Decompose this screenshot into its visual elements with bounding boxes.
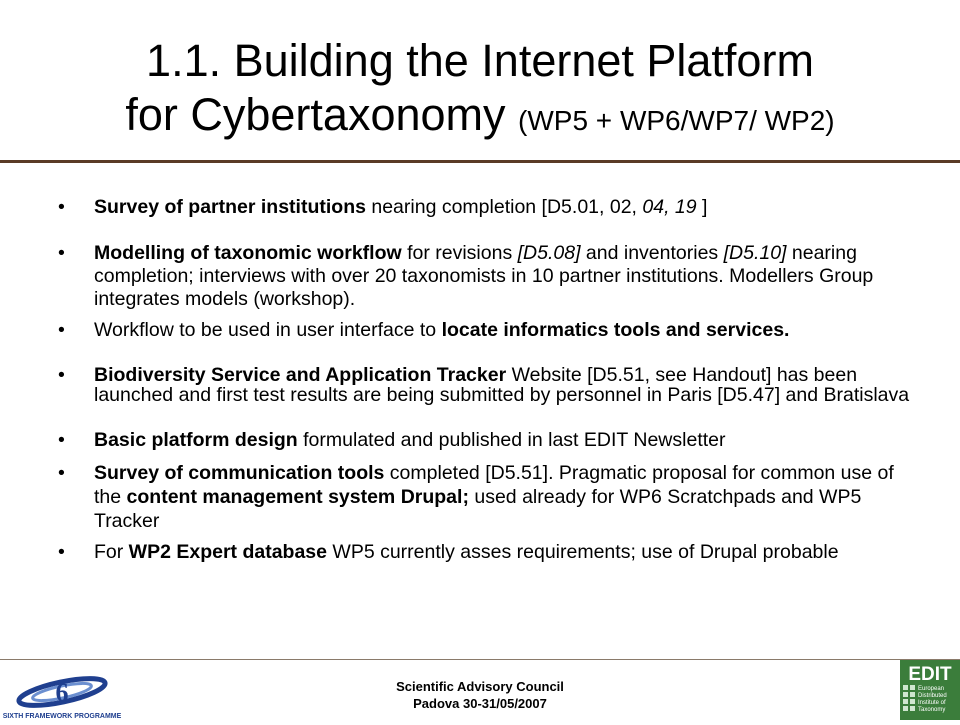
bullet-item [58,242,918,311]
bullet-italic-text: [D5.08] [517,242,581,264]
edit-logo-title: EDIT [908,664,952,685]
bullet-bold-text: Biodiversity Service and Application Tracker [94,364,507,386]
bullet-text: used already for WP6 Scratchpads and WP5 Tracker [94,486,862,532]
sixth-framework-logo-text: SIXTH FRAMEWORK PROGRAMME [2,713,122,720]
bullet-bold-text: Survey of partner institutions [94,196,366,218]
bullet-bold-text: Basic platform design [94,429,298,451]
edit-logo-line: Institute of [918,700,946,706]
bullet-italic-text: [D5.10] [723,242,787,264]
bullet-item [58,365,918,405]
bullet-text: For [94,541,129,563]
bullet-bold-text: locate informatics tools and services. [441,319,790,341]
bullet-text: and inventories [580,242,724,264]
bullet-item [58,196,918,218]
bullet-bold-text: Survey of communication tools [94,462,385,484]
title-subtitle: (WP5 + WP6/WP7/ WP2) [518,105,835,136]
bullet-text: completed [D5.51]. Pragmatic proposal for common use of the [94,462,894,508]
bullet-text: nearing completion; interviews with over 20 taxonomists in 10 partner institutions. Modellers Group integrates models (workshop). [94,242,874,310]
bullet-bold-text: Modelling of taxonomic workflow [94,242,402,264]
title-line-1: 1.1. Building the Internet Platform [146,35,814,86]
bullet-italic-text: 04, 19 [642,196,697,218]
footer-divider [0,659,960,660]
bullet-item [58,319,918,341]
edit-logo-line: Distributed [918,693,947,699]
bullet-text: WP5 currently asses requirements; use of Drupal probable [327,541,839,563]
bullet-item [58,461,918,533]
bullet-text: for revisions [401,242,518,264]
edit-logo-line: European [918,686,945,692]
bullet-text: Workflow to be used in user interface to [94,319,442,341]
bullet-text: formulated and published in last EDIT Newsletter [297,429,726,451]
bullet-text: Website [D5.51, see Handout] has been launched and first test results are being submitted by personnel in Paris [D5.47] and Bratislava [94,364,910,406]
svg-text:6: 6 [55,678,69,707]
bullet-list [58,196,918,563]
footer-line-2: Padova 30-31/05/2007 [413,696,547,711]
bullet-bold-text: content management system Drupal; [126,486,469,508]
bullet-item [58,541,918,563]
bullet-text: ] [696,196,708,218]
edit-logo [900,660,960,720]
footer [0,678,960,712]
edit-logo-line: Taxonomy [918,707,946,713]
bullet-item [58,429,918,451]
title-divider [0,160,960,163]
title-line-2: for Cybertaxonomy [125,89,506,140]
slide-title [0,34,960,148]
footer-line-1: Scientific Advisory Council [396,679,564,694]
edit-logo-icon [900,660,960,720]
bullet-text: nearing completion [D5.01, 02, [365,196,643,218]
bullet-bold-text: WP2 Expert database [128,541,327,563]
